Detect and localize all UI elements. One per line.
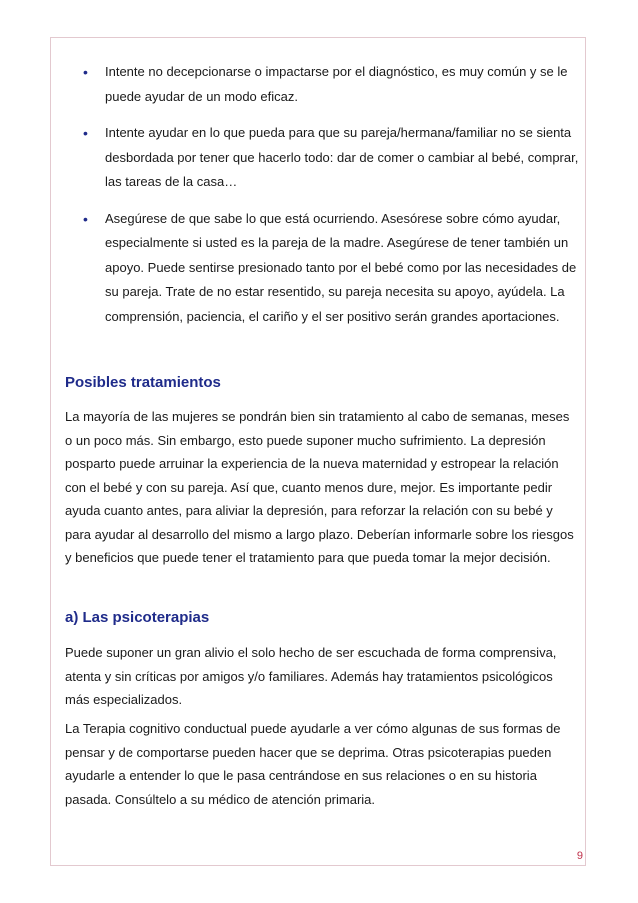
bullet-icon: •	[83, 64, 88, 80]
psychotherapy-paragraph-2: La Terapia cognitivo conductual puede ayudarle a ver cómo algunas de sus formas de pensar y de comportarse pueden hacer que se deprima. Otras psicoterapias pueden ayudarle a entender lo que le pasa centrándose en sus relaciones o en su historia pasada. Consúltelo a su médico de atención primaria.	[65, 721, 561, 807]
section-heading-psychotherapy: a) Las psicoterapias	[65, 609, 210, 626]
list-item	[82, 121, 582, 195]
bullet-text: Intente ayudar en lo que pueda para que su pareja/hermana/familiar no se sienta desbordada por tener que hacerlo todo: dar de comer o cambiar al bebé, comprar, las tareas de la casa…	[105, 125, 579, 189]
bullet-list	[82, 60, 582, 341]
bullet-text: Intente no decepcionarse o impactarse por el diagnóstico, es muy común y se le puede ayudar de un modo eficaz.	[105, 64, 568, 104]
bullet-icon: •	[83, 125, 88, 141]
psychotherapy-paragraph-1: Puede suponer un gran alivio el solo hecho de ser escuchada de forma comprensiva, atenta y sin críticas por amigos y/o familiares. Además hay tratamientos psicológicos más especializados.	[65, 645, 557, 707]
page-number: 9	[576, 850, 583, 862]
bullet-icon: •	[83, 210, 88, 227]
list-item	[82, 60, 582, 109]
list-item	[82, 207, 582, 330]
bullet-text: Asegúrese de que sabe lo que está ocurriendo. Asesórese sobre cómo ayudar, especialmente si usted es la pareja de la madre. Asegúrese de tener también un apoyo. Puede sentirse presionado tanto por el bebé como por las necesidades de su pareja. Trate de no estar resentido, su pareja necesita su apoyo, ayúdela. La comprensión, paciencia, el cariño y el ser positivo serán grandes aportaciones.	[105, 210, 577, 324]
treatments-paragraph: La mayoría de las mujeres se pondrán bien sin tratamiento al cabo de semanas, meses o un poco más. Sin embargo, esto puede suponer mucho sufrimiento. La depresión posparto puede arruinar la experiencia de la nueva maternidad y estropear la relación con el bebé y con su pareja. Así que, cuanto menos dure, mejor. Es importante pedir ayuda cuanto antes, para aliviar la depresión, para reforzar la relación con su bebé y para ayudar al desarrollo del mismo a largo plazo. Deberían informarle sobre los riesgos y beneficios que puede tener el tratamiento para que pueda tomar la mejor decisión.	[65, 409, 574, 565]
section-heading-treatments: Posibles tratamientos	[65, 374, 221, 391]
